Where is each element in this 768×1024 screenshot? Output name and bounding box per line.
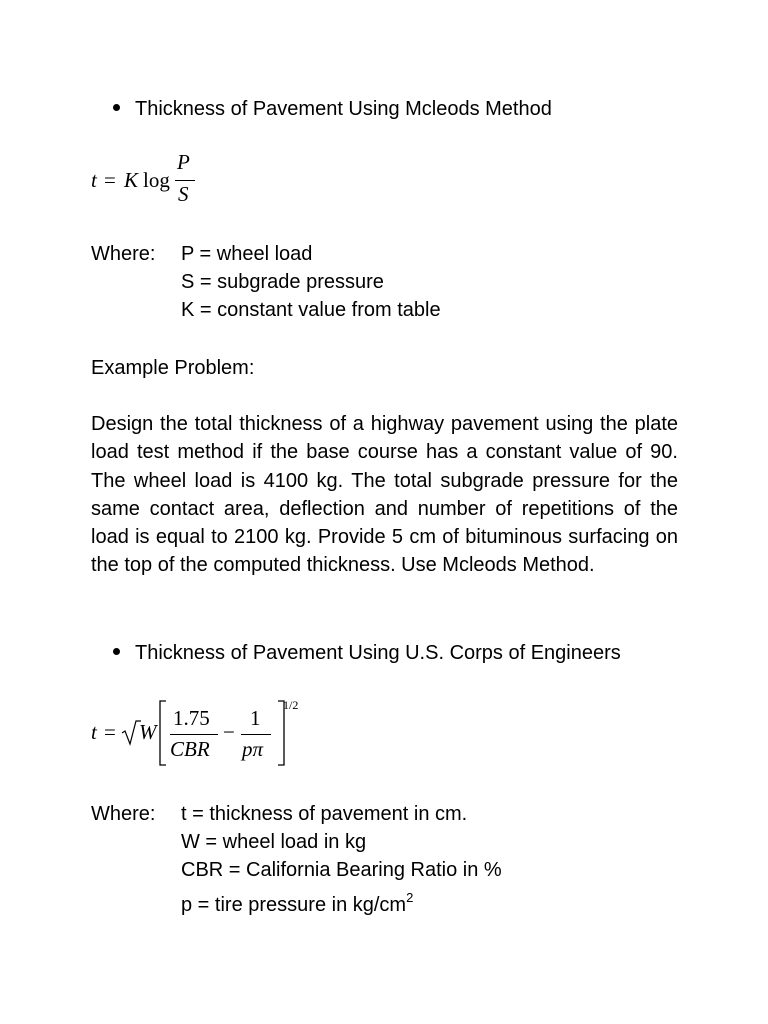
- definition-s: S = subgrade pressure: [181, 271, 384, 293]
- formula-log: log: [143, 168, 170, 192]
- section2-heading: [113, 639, 621, 667]
- frac1-denominator: CBR: [170, 737, 210, 761]
- where-label-2: Where:: [91, 803, 156, 825]
- frac2-numerator: 1: [250, 706, 261, 730]
- frac1-numerator: 1.75: [173, 706, 210, 730]
- definition-cbr: CBR = California Bearing Ratio in %: [181, 859, 502, 881]
- definition-p-tire-text: p = tire pressure in kg/cm: [181, 894, 407, 916]
- definition-p: P = wheel load: [181, 243, 313, 265]
- section2-heading-text: Thickness of Pavement Using U.S. Corps of Engineers: [135, 642, 621, 664]
- bullet-icon: [113, 648, 120, 655]
- formula2-w: W: [139, 720, 157, 744]
- formula2-t: t: [91, 720, 97, 744]
- section1-heading-text: Thickness of Pavement Using Mcleods Method: [135, 98, 552, 120]
- formula-equals: =: [104, 168, 116, 192]
- where-label-1: Where:: [91, 243, 156, 265]
- fraction-bar: [241, 734, 271, 735]
- left-bracket-icon: [158, 700, 168, 766]
- sqrt-icon: [121, 718, 141, 748]
- superscript-2: 2: [406, 890, 414, 905]
- formula-t: t: [91, 168, 97, 192]
- definition-t: t = thickness of pavement in cm.: [181, 803, 468, 825]
- fraction-bar: [175, 180, 195, 181]
- definition-p-tire: [181, 884, 413, 919]
- formula2-exponent: 1/2: [283, 698, 299, 712]
- formula2-equals: =: [104, 720, 116, 744]
- formula-denominator: S: [178, 182, 189, 206]
- fraction-bar: [170, 734, 218, 735]
- formula-k: K: [124, 168, 139, 192]
- example-title: Example Problem:: [91, 357, 255, 379]
- definition-w: W = wheel load in kg: [181, 831, 367, 853]
- section1-heading: [113, 95, 552, 123]
- formula-numerator: P: [177, 150, 190, 174]
- example-body: Design the total thickness of a highway pavement using the plate load test method if the base course has a constant value of 90. The wheel load is 4100 kg. The total subgrade pressure for the same contact area, deflection and number of repetitions of the load is equal to 2100 kg. Provide 5 cm of bituminous surfacing on the top of the computed thickness. Use Mcleods Method.: [91, 413, 678, 577]
- definition-k: K = constant value from table: [181, 299, 441, 321]
- formula2-minus: −: [223, 720, 235, 744]
- frac2-denominator: pπ: [242, 737, 264, 761]
- bullet-icon: [113, 104, 120, 111]
